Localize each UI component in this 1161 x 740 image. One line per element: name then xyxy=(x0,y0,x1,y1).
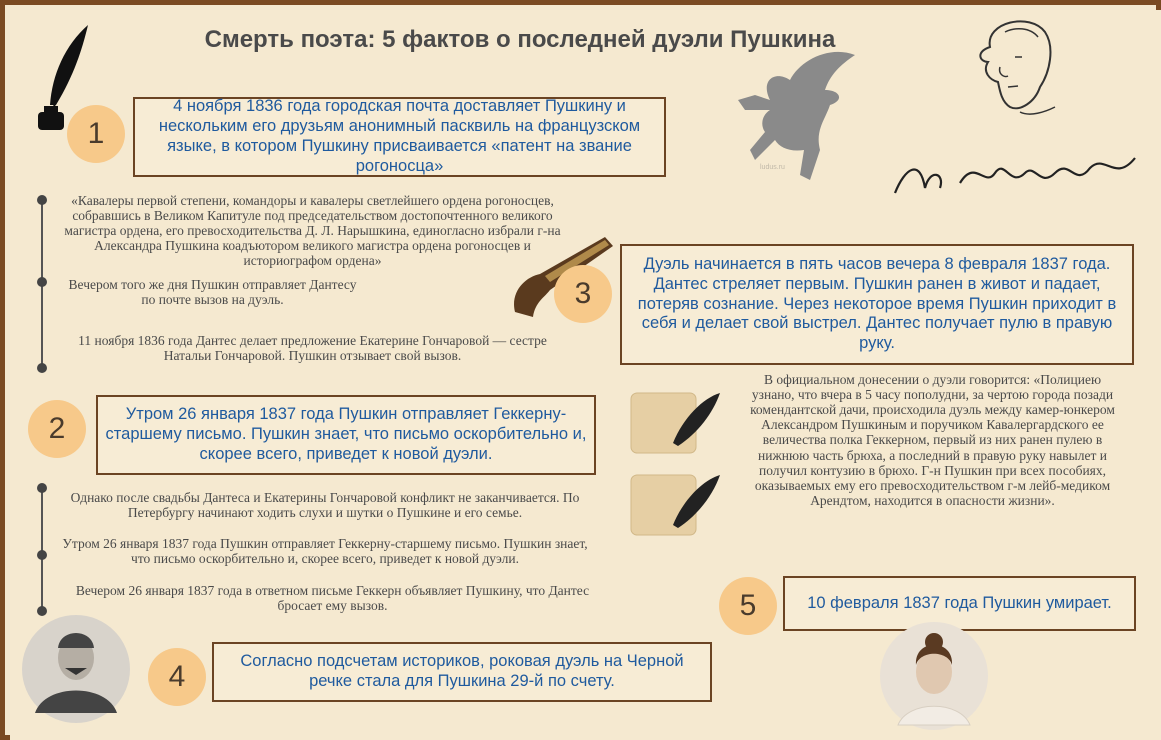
fact-1-number: 1 xyxy=(67,105,125,163)
pushkin-portrait-icon xyxy=(960,12,1060,122)
fact-3-number: 3 xyxy=(554,265,612,323)
fact-3-text: Дуэль начинается в пять часов вечера 8 февраля 1837 года. Дантес стреляет первым. Пушкин ранен в живот и падает, потеряв сознание. Через некоторое время Пушкин приходит в себя и делает свой выстрел. Дантес получает пулю в правую руку. xyxy=(637,255,1117,353)
note-letter: Утром 26 января 1837 года Пушкин отправляет Геккерну-старшему письмо. Пушкин знает, что письмо оскорбительно и, скорее всего, приведет к новой дуэли. xyxy=(62,536,588,567)
fact-3-box xyxy=(620,244,1134,365)
fact-2-text: Утром 26 января 1837 года Пушкин отправляет Геккерну-старшему письмо. Пушкин знает, что письмо оскорбительно и, скорее всего, приведет к новой дуэли. xyxy=(105,405,587,463)
page-title: Смерть поэта: 5 фактов о последней дуэли Пушкина xyxy=(204,26,836,53)
fact-4-box xyxy=(212,642,712,702)
fact-2-number: 2 xyxy=(28,400,86,458)
fact-5-text: 10 февраля 1837 года Пушкин умирает. xyxy=(807,593,1112,612)
timeline-2-dot-a xyxy=(37,483,47,493)
timeline-1-dot-c xyxy=(37,363,47,373)
note-rumors: Однако после свадьбы Дантеса и Екатерины Гончаровой конфликт не заканчивается. По Петербургу начинают ходить слухи и шутки о Пушкине и его семье. xyxy=(70,490,580,521)
watermark-text: ludus.ru xyxy=(760,164,785,171)
fact-1-box xyxy=(133,97,666,177)
note-proposal: 11 ноября 1836 года Дантес делает предложение Екатерине Гончаровой — сестре Натальи Гончаровой. Пушкин отзывает свой вызов. xyxy=(78,333,547,364)
note-challenge: Вечером того же дня Пушкин отправляет Дантесу по почте вызов на дуэль. xyxy=(68,277,357,308)
note-anonymous-letter: «Кавалеры первой степени, командоры и кавалеры светлейшего ордена рогоносцев, собравшись в Великом Капитуле под председательством достопочтенного великого магистра ордена, его превосходительства Д. Л. Нарышкина, единогласно избрали г-на Александра Пушкина коадъютором великого магистра ордена рогоносцев и историографом ордена» xyxy=(64,193,561,269)
fact-4-number: 4 xyxy=(148,648,206,706)
scroll-quill-icon xyxy=(628,388,723,458)
dantes-portrait-icon xyxy=(20,613,132,725)
pegasus-icon xyxy=(730,40,860,185)
note-official-report: В официальном донесении о дуэли говорится: «Полициею узнано, что вчера в 5 часу пополудни, за чертою города позади комендантской дачи, происходила дуэль между камер-юнкером Александром Пушкиным и поручиком Кавалергардского ее величества полка Геккерном, первый из них ранен пулею в нижнюю часть брюха, а последний в правую руку навылет и получил контузию в брюхо. Г-н Пушкин при всех пособиях, оказываемых ему его превосходительством г-м лейб-медиком Арендтом, находится в опасности жизни». xyxy=(750,372,1115,508)
pushkin-signature-icon xyxy=(885,148,1145,203)
goncharova-portrait-icon xyxy=(878,620,990,732)
fact-5-number: 5 xyxy=(719,577,777,635)
note-response: Вечером 26 января 1837 года в ответном письме Геккерн объявляет Пушкину, что Дантес бросает ему вызов. xyxy=(75,583,590,614)
scroll-quill-icon xyxy=(628,470,723,540)
timeline-1-dot-a xyxy=(37,195,47,205)
fact-4-text: Согласно подсчетам историков, роковая дуэль на Черной речке стала для Пушкина 29-й по счету. xyxy=(240,652,684,690)
timeline-1-dot-b xyxy=(37,277,47,287)
fact-1-text: 4 ноября 1836 года городская почта доставляет Пушкину и нескольким его друзьям анонимный пасквиль на французском языке, в котором Пушкину присваивается «патент на звание рогоносца» xyxy=(158,97,641,175)
fact-2-box xyxy=(96,395,596,475)
timeline-2-dot-b xyxy=(37,550,47,560)
